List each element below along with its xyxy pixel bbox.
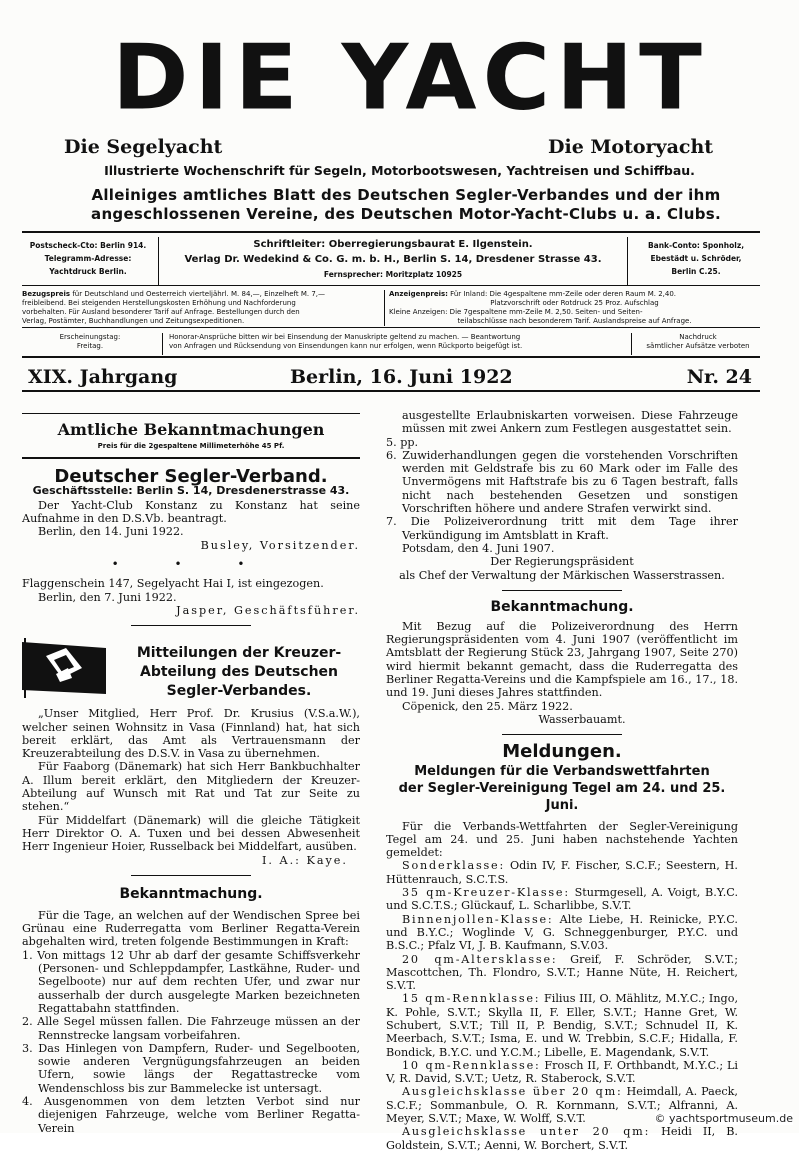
bezug-text: für Deutschland und Oesterreich vierteljährl. M. 84,—, Einzelheft M. 7,— (70, 290, 326, 298)
class-name: Binnenjollen-Klasse: (402, 912, 554, 926)
anz-label: Anzeigenpreis: (389, 290, 448, 298)
schriftleiter: Schriftleiter: Oberregierungsbaurat E. Ilgenstein. (253, 239, 533, 250)
meldung-entry (386, 859, 738, 886)
meldungen-subtitle-1: Meldungen für die Verbandswettfahrten (414, 763, 710, 779)
notice-flaggenschein: Flaggenschein 147, Segelyacht Hai I, ist eingezogen. (22, 577, 324, 591)
bank-line-3: Berlin C.25. (671, 267, 721, 276)
list-item: 4. Ausgenommen von dem letzten Verbot sind nur diejenigen Fahrzeuge, welche vom Berliner Regatta-Verein (22, 1094, 360, 1135)
bekanntmachung2-title: Bekanntmachung. (490, 598, 634, 615)
erscheinungstag-label: Erscheinungstag: (59, 333, 121, 341)
entries: Filius III, O. Mählitz, M.Y.C.; Ingo, K. Pohle, S.V.T.; Skylla II, F. Eller, S.V.T.; Hanne Gret, W. Schubert, S.V.T.; Till II, P. Bendig, S.V.T.; Schnudel II, K. Meerbach, S.V.T.; Isma, E. und W. Trebbin, S.C.F.; Hidalla, F. Bondick, B.Y.C. und Y.C.M.; Libelle, E. Magendank, S.V.T. (386, 992, 739, 1059)
kreuzer-p3: Für Middelfart (Dänemark) will die gleiche Tätigkeit Herr Direktor O. A. Tuxen und bei dessen Abwesenheit Herr Ingenieur Hoier, Russelback bei Middelfart, ausüben. (22, 813, 360, 854)
issue-date: Berlin, 16. Juni 1922 (290, 366, 513, 388)
divider (502, 734, 622, 735)
entries: Sturmgesell, A. Voigt, B.Y.C. und S.C.T.S.; Glückauf, L. Scharlibbe, S.V.T. (386, 886, 739, 913)
list-item: 6. Zuwiderhandlungen gegen die vorstehenden Vorschriften werden mit Geldstrafe bis zu 60 Mark oder im Falle des Unvermögens mit Haftstrafe bis zu 6 Tagen bestraft, falls nicht nach bestehenden Gesetzen und sonstigen Vorschriften höhere und andere Strafen verwirkt sind. (386, 448, 738, 516)
bekanntmachung2-signature: Wasserbauamt. (538, 712, 626, 726)
class-name: 35 qm-Kreuzer-Klasse: (402, 886, 570, 900)
jahrgang: XIX. Jahrgang (28, 366, 178, 388)
bezug-line-4: Verlag, Postämter, Buchhandlungen und Zeitungsexpeditionen. (22, 317, 245, 325)
prices-box (22, 288, 760, 328)
entries: Alte Liebe, H. Reinicke, P.Y.C. und B.Y.C.; Woglinde V, G. Schneggenburger, P.Y.C. und B.S.C.; Pfalz VI, J. B. Kaufmann, S.V.03. (386, 912, 738, 953)
erscheinungstag-value: Freitag. (76, 342, 104, 350)
notice-konstanz-signature: Busley, Vorsitzender. (200, 538, 360, 552)
meldung-entry (386, 992, 738, 1058)
divider (131, 625, 251, 626)
kreuzer-p1: „Unser Mitglied, Herr Prof. Dr. Krusius (V.S.a.W.), welcher seinen Wohnsitz in Vasa (Finnland) hat, hat sich bereit erklärt, das Amt als Vertrauensmann der Kreuzerabteilung des D.S.V. in Vasa zu übernehmen. (22, 707, 360, 761)
info-box (22, 231, 760, 286)
honorar-line-1: Honorar-Ansprüche bitten wir bei Einsendung der Manuskripte geltend zu machen. — Beantwortung (169, 333, 521, 341)
official-line-2: angeschlossenen Vereine, des Deutschen Motor-Yacht-Clubs u. a. Clubs. (91, 205, 721, 223)
nachdruck-note (636, 333, 760, 351)
meldung-entry (386, 953, 738, 993)
class-name: Ausgleichsklasse über 20 qm: (402, 1085, 623, 1099)
amtliche-title: Amtliche Bekanntmachungen (57, 420, 325, 439)
bekanntmachung-title: Bekanntmachung. (119, 885, 263, 902)
divider (502, 590, 622, 591)
bezugspreis (22, 290, 378, 326)
dsv-title: Deutscher Segler-Verband. (54, 466, 328, 488)
entries: Heidi II, B. Goldstein, S.V.T.; Aenni, W. Borchert, S.V.T. (386, 1125, 738, 1152)
regulation-list (386, 436, 738, 542)
anz-line-4: teilabschlüsse nach besonderem Tarif. Auslandspreise auf Anfrage. (457, 317, 692, 325)
notice-konstanz: Der Yacht-Club Konstanz zu Konstanz hat seine Aufnahme in den D.S.Vb. beantragt. (22, 498, 360, 526)
entries: Greif, F. Schröder, S.V.T.; Mascottchen, Th. Flondro, S.V.T.; Hanne Nüte, H. Reichert, S.V.T. (386, 952, 738, 993)
list-item: 7. Die Polizeiverordnung tritt mit dem Tage ihrer Verkündigung im Amtsblatt in Kraft. (386, 515, 738, 542)
entries: Heimdall, A. Paeck, S.C.F.; Sommanbule, O. R. Kornmann, S.V.T.; Alfranni, A. Meyer, S.V.T.; Maxe, W. Wolff, S.V.T. (386, 1085, 738, 1126)
entries: Frosch II, F. Orthbandt, M.Y.C.; Li V, R. David, S.V.T.; Uetz, R. Staberock, S.V.T. (386, 1058, 738, 1086)
meldung-entry (386, 1125, 738, 1152)
bank-column (632, 239, 760, 278)
anzeigenpreis (384, 290, 760, 326)
class-name: Ausgleichsklasse unter 20 qm: (402, 1125, 651, 1139)
regulation-signature-1: Der Regierungspräsident (490, 555, 634, 569)
notice-flaggenschein-date: Berlin, den 7. Juni 1922. (38, 590, 177, 604)
nachdruck-line-2: sämtlicher Aufsätze verboten (646, 342, 750, 350)
publisher-column (158, 237, 628, 286)
kreuzer-heading-row (22, 638, 360, 701)
notice-flaggenschein-signature: Jasper, Geschäftsführer. (176, 603, 360, 617)
list-item: 5. pp. (386, 435, 419, 449)
watermark: © yachtsportmuseum.de (654, 1112, 793, 1125)
bezug-line-2: freibleibend. Bei steigenden Herstellungskosten Erhöhung und Nachforderung (22, 299, 296, 307)
honorar-note (162, 333, 632, 355)
bezug-line-3: vorbehalten. Für Ausland besonderer Tarif auf Anfrage. Bestellungen durch den (22, 308, 300, 316)
nachdruck-line-1: Nachdruck (679, 333, 717, 341)
kreuzer-title: Mitteilungen der Kreuzer-Abteilung des Deutschen Segler-Verbandes. (136, 645, 342, 700)
right-column (386, 409, 738, 1152)
bekanntmachung-list (22, 949, 360, 1135)
kreuzer-p2: Für Faaborg (Dänemark) hat sich Herr Bankbuchhalter A. Illum bereit erklärt, den Mitgliedern der Kreuzer-Abteilung auf Wunsch mit Rat und Tat zur Seite zu stehen.“ (22, 760, 360, 814)
official-line-1: Alleiniges amtliches Blatt des Deutschen Segler-Verbandes und der ihm (91, 186, 721, 204)
schedule-box (22, 331, 760, 358)
dsv-office: Geschäftsstelle: Berlin S. 14, Dresdenerstrasse 43. (32, 483, 350, 497)
meldung-entry (386, 886, 738, 913)
anz-line-2: Platzvorschrift oder Rotdruck 25 Proz. Aufschlag (490, 299, 659, 307)
kreuzer-signature: I. A.: Kaye. (261, 853, 348, 867)
class-name: 15 qm-Rennklasse: (402, 992, 541, 1006)
amtliche-price: Preis für die 2gespaltene Millimeterhöhe 45 Pf. (97, 442, 285, 450)
regulation-signature-2: als Chef der Verwaltung der Märkischen Wasserstrassen. (399, 568, 725, 582)
anz-text: Für Inland: Die 4gespaltene mm-Zeile oder deren Raum M. 2,40. (447, 290, 677, 298)
issue-number: Nr. 24 (686, 366, 752, 388)
verlag: Verlag Dr. Wedekind & Co. G. m. b. H., Berlin S. 14, Dresdener Strasse 43. (184, 254, 602, 265)
tagline: Illustrierte Wochenschrift für Segeln, Motorbootswesen, Yachtreisen und Schiffbau. (104, 163, 695, 178)
list-item: 3. Das Hinlegen von Dampfern, Ruder- und Segelbooten, sowie anderen Vergnügungsfahrzeugen an beiden Ufern, sowie längs der Regattastrecke vom Wendenschloss bis zur Bammelecke ist untersagt. (22, 1041, 360, 1095)
meldungen-title: Meldungen. (502, 741, 622, 763)
entries: Odin IV, F. Fischer, S.C.F.; Seestern, H. Hüttenrauch, S.C.T.S. (386, 859, 738, 886)
amtliche-header (22, 413, 360, 459)
list-item: 2. Alle Segel müssen fallen. Die Fahrzeuge müssen an der Rennstrecke langsam vorbeifahren. (22, 1015, 360, 1042)
subtitle-segelyacht: Die Segelyacht (64, 136, 223, 158)
bank-line-2: Ebestädt u. Schröder, (650, 254, 742, 263)
left-column (22, 405, 360, 1135)
telegramm-label: Telegramm-Adresse: (44, 254, 132, 263)
bekanntmachung2-text: Mit Bezug auf die Polizeiverordnung des Herrn Regierungspräsidenten vom 4. Juni 1907 (veröffentlicht im Amtsblatt der Regierung Stück 23, Jahrgang 1907, Seite 270) wird hiermit bekannt gemacht, dass die Ruderregatta des Berliner Regatta-Vereins und die Kampfspiele am 16., 17., 18. und 19. Juni dieses Jahres stattfinden. (386, 619, 738, 700)
list-item: 1. Von mittags 12 Uhr ab darf der gesamte Schiffsverkehr (Personen- und Schleppdampfer, Lastkähne, Ruder- und Segelboote) nur auf dem rechten Ufer, und zwar nur ausserhalb der durch ausgelegte Marken bezeichneten Regattabahn stattfinden. (22, 948, 360, 1015)
honorar-line-2: von Anfragen und Rücksendung von Einsendungen kann nur erfolgen, wenn Rückporto beigefügt ist. (169, 342, 523, 350)
official-notice (26, 186, 786, 224)
regulation-continued: ausgestellte Erlaubniskarten vorweisen. Diese Fahrzeuge müssen mit zwei Ankern zum Festlegen ausgestattet sein. (402, 409, 738, 436)
meldungen-intro: Für die Verbands-Wettfahrten der Segler-Vereinigung Tegel am 24. und 25. Juni haben nachstehende Yachten gemeldet: (386, 819, 738, 860)
meldungen-subtitle-2: der Segler-Vereinigung Tegel am 24. und 25. Juni. (398, 780, 726, 813)
dsv-flag-icon (22, 638, 108, 698)
divider (131, 875, 251, 876)
masthead-title: DIE YACHT (112, 25, 708, 130)
fernsprecher: Fernsprecher: Moritzplatz 10925 (323, 270, 463, 279)
class-name: 10 qm-Rennklasse: (402, 1058, 541, 1072)
erscheinungstag (22, 333, 158, 351)
telegramm-value: Yachtdruck Berlin. (49, 267, 127, 276)
separator-dots: • • • (111, 557, 271, 572)
bekanntmachung2-date: Cöpenick, den 25. März 1922. (402, 699, 573, 713)
bank-line-1: Bank-Conto: Sponholz, (647, 241, 745, 250)
postscheck: Postscheck-Cto: Berlin 914. (29, 241, 147, 250)
contact-column (22, 239, 154, 278)
subtitle-motoryacht: Die Motoryacht (548, 136, 714, 158)
class-name: 20 qm-Altersklasse: (402, 952, 558, 966)
anz-line-3: Kleine Anzeigen: Die 7gespaltene mm-Zeile M. 2,50. Seiten- und Seiten- (389, 308, 643, 316)
notice-konstanz-date: Berlin, den 14. Juni 1922. (38, 525, 184, 539)
class-name: Sonderklasse: (402, 859, 506, 873)
regulation-date: Potsdam, den 4. Juni 1907. (402, 541, 555, 555)
bekanntmachung-intro: Für die Tage, an welchen auf der Wendischen Spree bei Grünau eine Ruderregatta vom Berliner Regatta-Verein abgehalten wird, treten folgende Bestimmungen in Kraft: (22, 908, 360, 949)
bezug-label: Bezugspreis (22, 290, 71, 298)
meldung-entry (386, 1059, 738, 1086)
meldung-entry (386, 913, 738, 953)
dateline (22, 362, 760, 392)
